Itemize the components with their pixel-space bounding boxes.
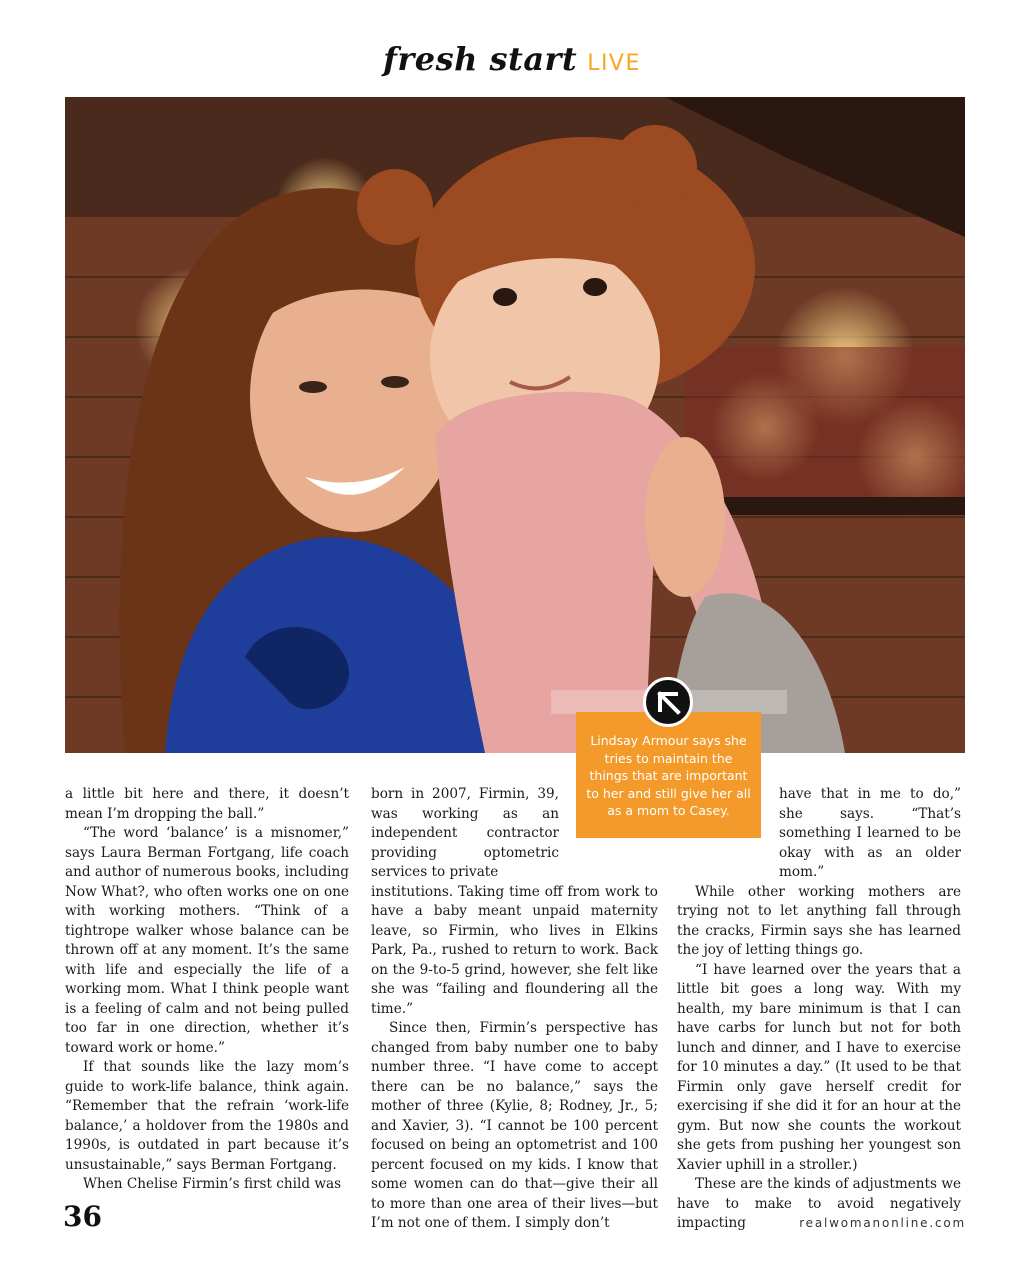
paragraph: born in 2007, Firmin, 39, was working as an independent contractor providing optometric services to private bbox=[371, 786, 559, 880]
article-column-2 bbox=[371, 785, 658, 1234]
paragraph: These are the kinds of adjustments we have to make to avoid negatively impacting bbox=[677, 1176, 961, 1231]
article-column-1 bbox=[65, 785, 349, 1195]
paragraph: While other working mothers are trying not to let anything fall through the cracks, Firmin says she has learned the joy of letting things go. bbox=[677, 883, 961, 958]
paragraph: have that in me to do,” she says. “That’s something I learned to be okay with as an older mom.” bbox=[779, 786, 961, 880]
paragraph: a little bit here and there, it doesn’t mean I’m dropping the ball.” bbox=[65, 786, 349, 822]
arrow-glyph bbox=[646, 680, 690, 724]
arrow-up-left-icon bbox=[643, 677, 693, 727]
paragraph: “The word ‘balance’ is a misnomer,” says Laura Berman Fortgang, life coach and author of numerous books, including Now What?, who often works one on one with working mothers. “Think of a tightrope walker whose balance can be thrown off at any moment. It’s the same with life and especially the life of a working mom. What I think people want is a feeling of calm and not being pulled too far in one direction, whether it’s toward work or home.” bbox=[65, 825, 349, 1056]
caption-text: Lindsay Armour says she tries to maintain the things that are important to her and still give her all as a mom to Casey. bbox=[586, 733, 751, 818]
article-column-3 bbox=[677, 785, 961, 1234]
paragraph: When Chelise Firmin’s first child was bbox=[83, 1176, 342, 1192]
feature-photo bbox=[65, 97, 965, 753]
photo-illustration bbox=[65, 97, 965, 753]
magazine-section-title: fresh start bbox=[383, 40, 578, 78]
section-label: LIVE bbox=[587, 51, 641, 76]
page-number: 36 bbox=[63, 1200, 102, 1233]
paragraph: “I have learned over the years that a little bit goes a long way. With my health, my bare minimum is that I can have carbs for lunch but not for both lunch and dinner, and I have to exercise for 10 minutes a day.” (It used to be that Firmin only gave herself credit for exercising if she did it for an hour at the gym. But now she counts the workout she gets from pushing her youngest son Xavier uphill in a stroller.) bbox=[677, 961, 961, 1173]
page-header bbox=[0, 40, 1024, 90]
paragraph: If that sounds like the lazy mom’s guide to work-life balance, think again. “Remember that the refrain ‘work-life balance,’ a holdover from the 1980s and 1990s, is outdated in part because it’s unsustainable,” says Berman Fortgang. bbox=[65, 1059, 349, 1173]
paragraph: institutions. Taking time off from work to have a baby meant unpaid maternity leave, so Firmin, who lives in Elkins Park, Pa., rushed to return to work. Back on the 9-to-5 grind, however, she felt like she was “failing and floundering all the time.” bbox=[371, 883, 658, 1017]
paragraph: Since then, Firmin’s perspective has changed from baby number one to baby number three. “I have come to accept there can be no balance,” says the mother of three (Kylie, 8; Rodney, Jr., 5; and Xavier, 3). “I cannot be 100 percent focused on being an optometrist and 100 percent focused on my kids. I know that some women can do that—give their all to more than one area of their lives—but I’m not one of them. I simply don’t bbox=[371, 1020, 658, 1231]
site-url: realwomanonline.com bbox=[799, 1216, 966, 1230]
